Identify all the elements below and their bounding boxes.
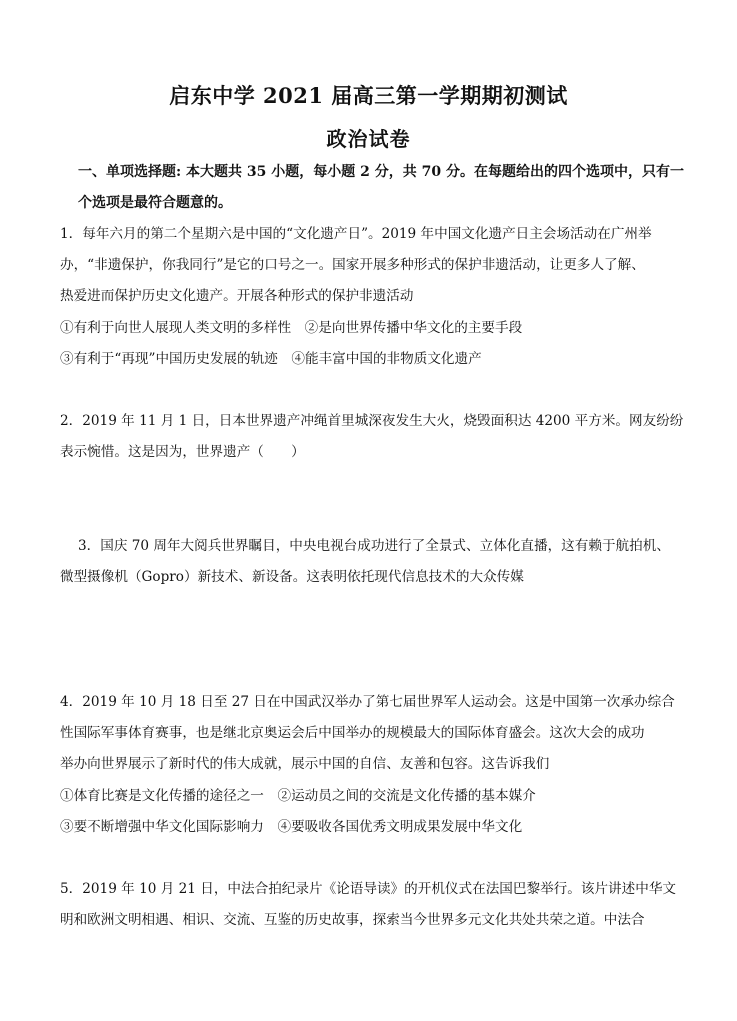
question-stem-line: 微型摄像机（Gopro）新技术、新设备。这表明依托现代信息技术的大众传媒 — [60, 569, 524, 585]
section-heading-line: 一、单项选择题: 本大题共 35 小题，每小题 2 分，共 70 分。在每题给出的四个选项中，只有一 — [78, 164, 684, 180]
question-stem-line: 明和欧洲文明相遇、相识、交流、互鉴的历史故事，探索当今世界多元文化共处共荣之道。中法合 — [60, 912, 645, 928]
question-stem-line: 1．每年六月的第二个星期六是中国的“文化遗产日”。2019 年中国文化遗产日主会场活动在广州举 — [60, 226, 652, 242]
question-stem-line: 举办向世界展示了新时代的伟大成就，展示中国的自信、友善和包容。这告诉我们 — [60, 756, 550, 772]
section-heading-line: 个选项是最符合题意的。 — [78, 195, 232, 211]
question-stem-line: 热爱进而保护历史文化遗产。开展各种形式的保护非遗活动 — [60, 288, 414, 304]
question-stem-line: 4．2019 年 10 月 18 日至 27 日在中国武汉举办了第七届世界军人运动会。这是中国第一次承办综合 — [60, 694, 675, 710]
statement-line: ①有利于向世人展现人类文明的多样性 ②是向世界传播中华文化的主要手段 — [60, 320, 523, 336]
question-stem-line: 办，“非遗保护，你我同行”是它的口号之一。国家开展多种形式的保护非遗活动，让更多人了解、 — [60, 257, 645, 273]
question-stem-line: 3．国庆 70 周年大阅兵世界瞩目，中央电视台成功进行了全景式、立体化直播，这有赖于航拍机、 — [78, 538, 670, 554]
statement-line: ③要不断增强中华文化国际影响力 ④要吸收各国优秀文明成果发展中华文化 — [60, 819, 523, 835]
question-stem-line: 2．2019 年 11 月 1 日，日本世界遗产冲绳首里城深夜发生大火，烧毁面积达 4200 平方米。网友纷纷 — [60, 413, 684, 429]
statement-line: ①体育比赛是文化传播的途径之一 ②运动员之间的交流是文化传播的基本媒介 — [60, 788, 536, 804]
statement-line: ③有利于“再现”中国历史发展的轨迹 ④能丰富中国的非物质文化遗产 — [60, 351, 482, 367]
exam-title: 启东中学 2021 届高三第一学期期初测试 — [169, 83, 568, 108]
question-stem-line: 5．2019 年 10 月 21 日，中法合拍纪录片《论语导读》的开机仪式在法国巴黎举行。该片讲述中华文 — [60, 881, 677, 897]
question-stem-line: 性国际军事体育赛事，也是继北京奥运会后中国举办的规模最大的国际体育盛会。这次大会的成功 — [60, 725, 645, 741]
question-stem-line: 表示惋惜。这是因为，世界遗产（ ） — [60, 444, 305, 460]
exam-subtitle: 政治试卷 — [326, 127, 411, 151]
